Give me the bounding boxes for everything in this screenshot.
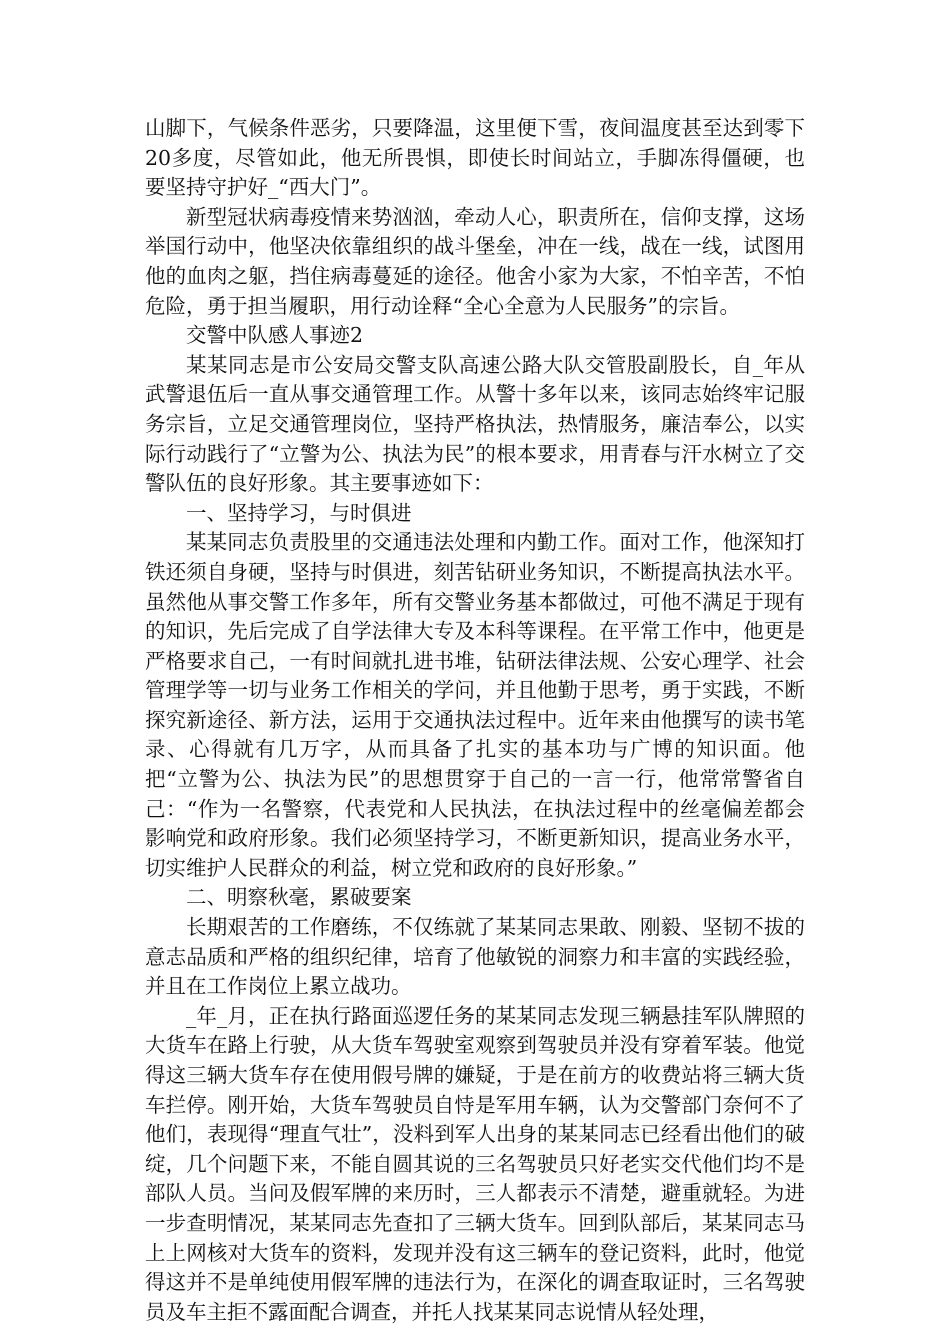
section-heading: 一、坚持学习，与时俱进 [186,500,412,525]
paragraph: 新型冠状病毒疫情来势汹汹，牵动人心，职责所在，信仰支撑，这场举国行动中，他坚决依靠组织的战斗堡垒，冲在一线，战在一线，试图用他的血肉之躯，挡住病毒蔓延的途径。他舍小家为大家，不怕辛苦，不怕危险，勇于担当履职，用行动诠释“全心全意为人民服务”的宗旨。 [145,204,805,318]
paragraph: 某某同志负责股里的交通违法处理和内勤工作。面对工作，他深知打铁还须自身硬，坚持与时俱进，刻苦钻研业务知识，不断提高执法水平。虽然他从事交警工作多年，所有交警业务基本都做过，可他不满足于现有的知识，先后完成了自学法律大专及本科等课程。在平常工作中，他更是严格要求自己，一有时间就扎进书堆，钻研法律法规、公安心理学、社会管理学等一切与业务工作相关的学问，并且他勤于思考，勇于实践，不断探究新途径、新方法，运用于交通执法过程中。近年来由他撰写的读书笔录、心得就有几万字，从而具备了扎实的基本功与广博的知识面。他把“立警为公、执法为民”的思想贯穿于自己的一言一行，他常常警省自己：“作为一名警察，代表党和人民执法，在执法过程中的丝毫偏差都会影响党和政府形象。我们必须坚持学习，不断更新知识，提高业务水平，切实维护人民群众的利益，树立党和政府的良好形象。” [145,530,805,880]
paragraph: 山脚下，气候条件恶劣，只要降温，这里便下雪，夜间温度甚至达到零下20多度，尽管如此，他无所畏惧，即使长时间站立，手脚冻得僵硬，也要坚持守护好_“西大门”。 [145,116,805,200]
section-title: 交警中队感人事迹2 [186,323,364,348]
section-heading: 二、明察秋毫，累破要案 [186,885,412,910]
paragraph: 长期艰苦的工作磨练，不仅练就了某某同志果敢、刚毅、坚韧不拔的意志品质和严格的组织纪律，培育了他敏锐的洞察力和丰富的实践经验，并且在工作岗位上累立战功。 [145,915,805,999]
document-body [145,114,805,1327]
paragraph: _年_月，正在执行路面巡逻任务的某某同志发现三辆悬挂军队牌照的大货车在路上行驶，从大货车驾驶室观察到驾驶员并没有穿着军装。他觉得这三辆大货车存在使用假号牌的嫌疑，于是在前方的收费站将三辆大货车拦停。刚开始，大货车驾驶员自恃是军用车辆，认为交警部门奈何不了他们，表现得“理直气壮”，没料到军人出身的某某同志已经看出他们的破绽，几个问题下来，不能自圆其说的三名驾驶员只好老实交代他们均不是部队人员。当问及假军牌的来历时，三人都表示不清楚，避重就轻。为进一步查明情况，某某同志先查扣了三辆大货车。回到队部后，某某同志马上上网核对大货车的资料，发现并没有这三辆车的登记资料，此时，他觉得这并不是单纯使用假军牌的违法行为，在深化的调查取证时，三名驾驶员及车主拒不露面配合调查，并托人找某某同志说情从轻处理， [145,1003,805,1324]
paragraph: 某某同志是市公安局交警支队高速公路大队交管股副股长，自_年从武警退伍后一直从事交通管理工作。从警十多年以来，该同志始终牢记服务宗旨，立足交通管理岗位，坚持严格执法，热情服务，廉洁奉公，以实际行动践行了“立警为公、执法为民”的根本要求，用青春与汗水树立了交警队伍的良好形象。其主要事迹如下： [145,352,805,496]
